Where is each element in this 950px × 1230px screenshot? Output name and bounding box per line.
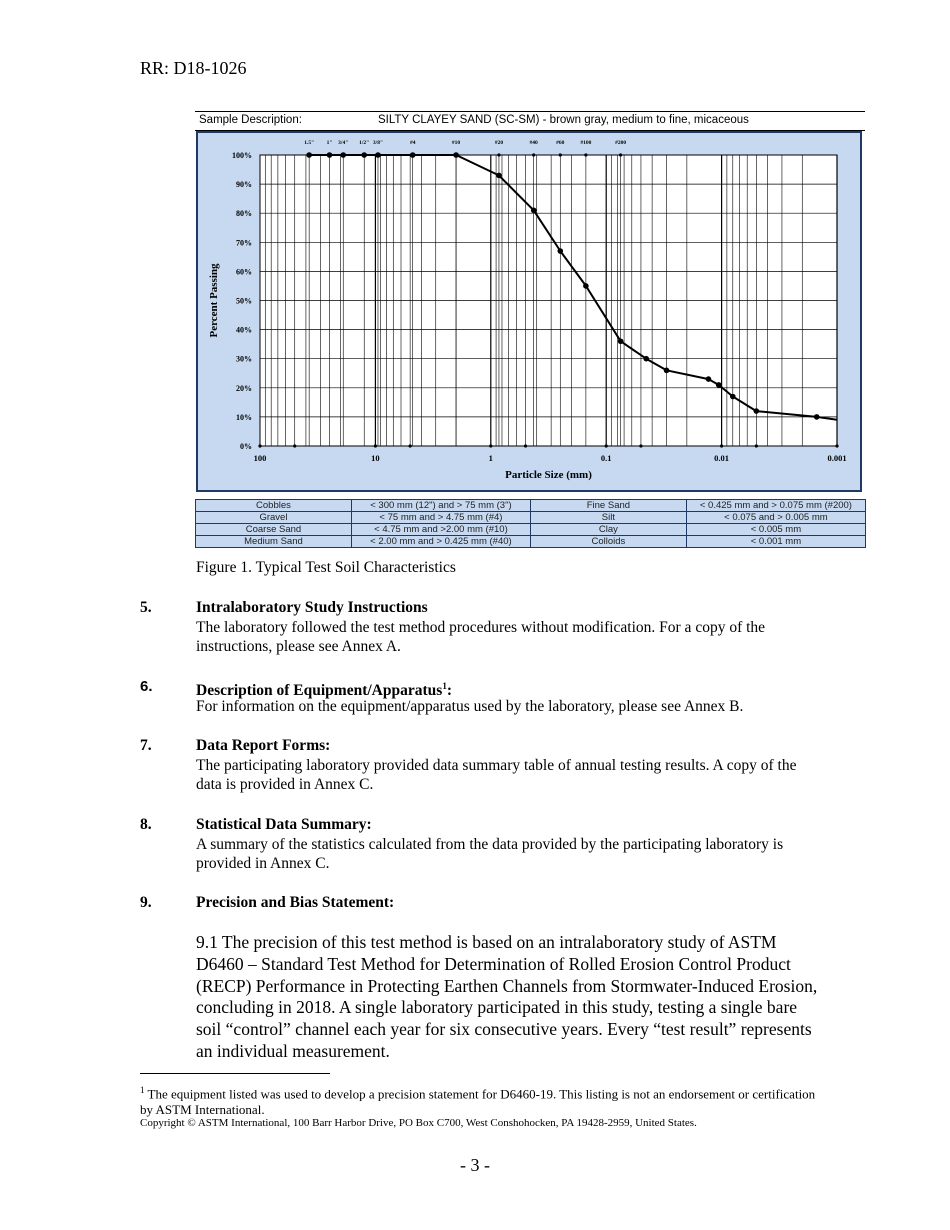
y-tick-label: 50% (236, 296, 252, 306)
table-cell: Medium Sand (196, 536, 352, 548)
sieve-tick-top (619, 153, 622, 156)
x-tick-label: 0.001 (827, 453, 847, 463)
sieve-label: #200 (615, 140, 627, 146)
data-point (730, 394, 736, 400)
table-cell: < 0.001 mm (686, 536, 865, 548)
sieve-label: #20 (494, 140, 504, 146)
x-tick-label: 1 (488, 453, 493, 463)
y-tick-label: 30% (236, 354, 252, 364)
data-point (361, 152, 367, 158)
sieve-label: #4 (409, 140, 416, 146)
data-point (754, 408, 760, 414)
y-tick-label: 40% (236, 325, 252, 335)
axis-tick-bottom (258, 444, 261, 447)
section-body: For information on the equipment/apparatus used by the laboratory, please see Annex B. (196, 697, 744, 715)
axis-tick-bottom (524, 444, 527, 447)
report-id: RR: D18-1026 (140, 58, 247, 78)
y-tick-label: 0% (240, 442, 252, 451)
sieve-label: 3/4" (338, 140, 349, 146)
gradation-chart (196, 131, 862, 492)
sample-description (195, 111, 865, 131)
data-point (306, 152, 312, 158)
section-title: Precision and Bias Statement: (196, 894, 395, 911)
section-title-text: Description of Equipment/Apparatus (196, 682, 443, 700)
table-cell: < 0.005 mm (686, 524, 865, 536)
table-row (196, 512, 866, 524)
sieve-label: #10 (451, 140, 461, 146)
axis-tick-bottom (755, 444, 758, 447)
table-row (196, 524, 866, 536)
sieve-tick-top (532, 153, 535, 156)
data-point (375, 152, 381, 158)
x-axis-label: Particle Size (mm) (505, 469, 592, 481)
figure-caption: Figure 1. Typical Test Soil Characteristics (196, 559, 456, 576)
data-point (327, 152, 333, 158)
data-point (340, 152, 346, 158)
table-cell: < 0.425 mm and > 0.075 mm (#200) (686, 500, 865, 512)
axis-tick-bottom (720, 444, 723, 447)
y-tick-label: 10% (236, 412, 252, 422)
footnote-mark: 1 (140, 1085, 145, 1095)
data-point (706, 376, 712, 382)
table-row (196, 536, 866, 548)
section-title-suffix: : (446, 682, 452, 700)
data-point (814, 414, 820, 420)
sieve-tick-top (559, 153, 562, 156)
y-tick-label: 70% (236, 238, 252, 248)
footnote-divider (140, 1073, 330, 1074)
y-tick-label: 100% (232, 151, 252, 160)
x-tick-label: 0.01 (714, 453, 730, 463)
table-cell: < 0.075 and > 0.005 mm (686, 512, 865, 524)
axis-tick-bottom (639, 444, 642, 447)
x-tick-label: 100 (253, 453, 267, 463)
footnote (140, 1082, 820, 1118)
table-cell: < 300 mm (12") and > 75 mm (3") (351, 500, 530, 512)
x-tick-label: 0.1 (600, 453, 612, 463)
data-point (664, 368, 670, 374)
y-tick-label: 60% (236, 267, 252, 277)
data-point (496, 173, 502, 179)
axis-tick-bottom (605, 444, 608, 447)
section-body: The laboratory followed the test method procedures without modification. For a copy of the instructions, please see Annex A. (196, 618, 766, 655)
section-title: Intralaboratory Study Instructions (196, 599, 428, 616)
sieve-label: 1/2" (359, 140, 370, 146)
axis-tick-bottom (835, 444, 838, 447)
table-cell: < 4.75 mm and >2.00 mm (#10) (351, 524, 530, 536)
y-tick-label: 20% (236, 383, 252, 393)
table-cell: < 75 mm and > 4.75 mm (#4) (351, 512, 530, 524)
data-point (618, 338, 624, 344)
sample-label: Sample Description: (199, 114, 302, 126)
paragraph-9-1: 9.1 The precision of this test method is based on an intralaboratory study of ASTM D6460 – Standard Test Method for Determination of Rolled Erosion Control Product (RECP) Performance in Protecting Earthen Channels from Stormwater-Induced Erosion, concluding in 2018. A single laboratory participated in this study, testing a single bare soil “control” channel each year for six consecutive years. Every “test result” represents an individual measurement. (196, 932, 818, 1061)
sieve-label: #40 (529, 140, 538, 146)
table-cell: Clay (530, 524, 686, 536)
table-cell: Gravel (196, 512, 352, 524)
table-cell: Fine Sand (530, 500, 686, 512)
table-cell: Colloids (530, 536, 686, 548)
section-body: A summary of the statistics calculated from the data provided by the participating laboratory is provided in Annex C. (196, 835, 784, 872)
axis-tick-bottom (409, 444, 412, 447)
section-number: 7. (140, 737, 152, 754)
data-point (557, 248, 563, 254)
sample-value: SILTY CLAYEY SAND (SC-SM) - brown gray, medium to fine, micaceous (378, 114, 749, 126)
data-point (531, 207, 537, 213)
page-number: - 3 - (460, 1155, 490, 1175)
section-number: 8. (140, 816, 152, 833)
table-cell: Coarse Sand (196, 524, 352, 536)
y-tick-label: 80% (236, 209, 252, 219)
sieve-label: #60 (556, 140, 565, 146)
data-point (643, 356, 649, 362)
y-tick-label: 90% (236, 180, 252, 190)
footnote-text: The equipment listed was used to develop a precision statement for D6460-19. This listing is not an endorsement or certification by ASTM International. (140, 1086, 816, 1118)
gradation-chart-svg (198, 133, 860, 490)
sieve-label: 1.5" (304, 140, 315, 146)
axis-tick-bottom (374, 444, 377, 447)
data-point (716, 382, 722, 388)
sieve-tick-top (584, 153, 587, 156)
axis-tick-bottom (293, 444, 296, 447)
sieve-label: 3/8" (372, 140, 384, 146)
x-tick-label: 10 (371, 453, 380, 463)
table-cell: Cobbles (196, 500, 352, 512)
sieve-label: #100 (580, 140, 592, 146)
footnote-ref: 1 (442, 681, 447, 691)
data-point (453, 152, 459, 158)
section-number: 6. (140, 678, 153, 695)
section-body: The participating laboratory provided data summary table of annual testing results. A copy of the data is provided in Annex C. (196, 756, 797, 793)
table-row (196, 500, 866, 512)
table-cell: < 2.00 mm and > 0.425 mm (#40) (351, 536, 530, 548)
table-cell: Silt (530, 512, 686, 524)
soil-classification-table (195, 499, 866, 548)
data-point (583, 283, 589, 289)
copyright: Copyright © ASTM International, 100 Barr Harbor Drive, PO Box C700, West Conshohocken, PA 19428-2959, United States. (140, 1117, 697, 1129)
sieve-tick-top (497, 153, 500, 156)
y-axis-label: Percent Passing (208, 263, 220, 338)
sieve-label: 1" (326, 140, 333, 146)
section-title: Data Report Forms: (196, 737, 331, 754)
axis-tick-bottom (489, 444, 492, 447)
section-number: 5. (140, 599, 152, 616)
data-point (410, 152, 416, 158)
section-title: Statistical Data Summary: (196, 816, 372, 833)
section-number: 9. (140, 894, 152, 911)
